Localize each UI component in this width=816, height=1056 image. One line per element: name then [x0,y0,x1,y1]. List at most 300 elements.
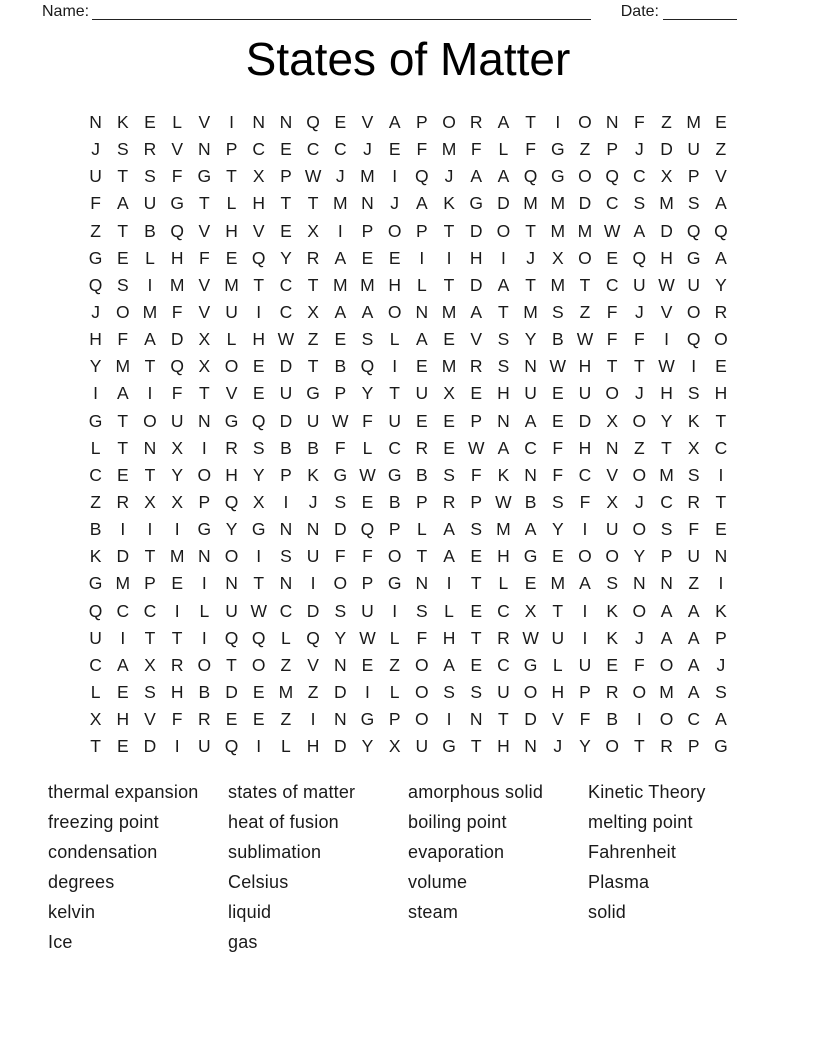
grid-letter: D [279,410,293,431]
grid-letter: M [115,356,131,377]
grid-letter: E [116,736,129,757]
grid-letter: X [252,492,265,513]
grid-letter: Q [686,220,701,241]
grid-letter: L [444,600,454,621]
grid-letter: X [198,356,211,377]
grid-letter: W [576,329,594,350]
grid-letter: T [525,112,536,133]
grid-letter: G [88,573,103,594]
grid-letter: H [252,329,266,350]
grid-letter: G [523,546,538,567]
grid-letter: A [660,600,673,621]
grid-letter: W [658,274,675,295]
grid-letter: M [523,193,538,214]
grid-letter: K [443,193,455,214]
grid-letter: M [686,112,701,133]
grid-letter: C [306,139,320,160]
grid-letter: E [551,546,564,567]
grid-letter: Q [224,627,239,648]
grid-letter: F [362,546,373,567]
grid-letter: R [116,492,130,513]
grid-letter: G [442,736,456,757]
grid-letter: T [633,356,645,377]
grid-letter: P [470,410,483,431]
grid-letter: T [144,627,156,648]
grid-letter: D [469,274,483,295]
grid-letter: E [416,356,428,377]
grid-letter: H [497,383,510,404]
word-list-item: states of matter [228,782,356,803]
grid-letter: A [416,329,428,350]
grid-letter: I [664,329,669,350]
grid-letter: O [415,654,429,675]
grid-letter: V [144,709,156,730]
grid-letter: E [606,654,618,675]
grid-letter: G [170,193,184,214]
grid-letter: H [578,437,592,458]
grid-letter: C [279,600,293,621]
grid-letter: J [716,654,726,675]
word-list-item: gas [228,931,258,952]
grid-letter: D [660,139,673,160]
grid-letter: F [171,166,183,187]
grid-letter: I [174,600,180,621]
grid-letter: F [552,437,564,458]
grid-letter: L [362,437,373,458]
grid-letter: Z [661,112,672,133]
grid-letter: H [252,193,266,214]
grid-letter: V [660,302,673,323]
grid-letter: T [117,410,129,431]
grid-letter: N [605,112,619,133]
grid-letter: A [116,193,129,214]
grid-letter: G [333,464,348,485]
grid-letter: E [334,112,347,133]
grid-letter: O [605,383,619,404]
grid-letter: E [225,247,238,268]
grid-letter: Y [280,247,292,268]
grid-letter: N [524,464,537,485]
grid-letter: P [334,383,347,404]
grid-letter: S [116,274,129,295]
grid-letter: I [201,437,207,458]
grid-letter: Q [224,736,239,757]
grid-letter: J [526,247,535,268]
grid-letter: H [497,546,510,567]
grid-letter: E [225,709,238,730]
grid-letter: X [171,492,183,513]
grid-letter: T [389,383,400,404]
grid-letter: J [335,166,345,187]
grid-letter: I [201,573,207,594]
grid-letter: O [251,654,266,675]
grid-letter: E [715,356,727,377]
word-list-item: kelvin [48,902,96,922]
grid-letter: Y [89,356,102,377]
grid-letter: J [444,166,454,187]
grid-letter: T [307,356,319,377]
grid-letter: S [633,193,646,214]
grid-letter: A [660,627,673,648]
grid-letter: T [661,437,672,458]
grid-letter: C [89,464,102,485]
grid-letter: I [120,519,126,540]
grid-letter: C [687,709,701,730]
grid-letter: E [470,600,483,621]
grid-letter: O [523,682,538,703]
grid-letter: E [116,247,129,268]
grid-letter: I [256,736,262,757]
grid-letter: A [687,654,700,675]
grid-letter: X [89,709,102,730]
grid-letter: U [388,410,401,431]
grid-letter: T [198,383,210,404]
grid-letter: Z [280,654,292,675]
grid-letter: J [634,627,644,648]
grid-letter: E [715,112,727,133]
grid-letter: P [198,492,211,513]
grid-letter: O [115,302,130,323]
grid-letter: Y [633,546,646,567]
grid-letter: N [333,654,347,675]
grid-letter: A [497,112,510,133]
grid-letter: Y [334,627,347,648]
grid-letter: K [715,600,727,621]
grid-letter: N [660,573,673,594]
grid-letter: Z [307,329,319,350]
grid-letter: Z [688,573,700,594]
grid-letter: D [660,220,673,241]
grid-letter: F [633,654,645,675]
grid-letter: D [578,410,592,431]
grid-letter: O [632,410,647,431]
grid-letter: T [117,220,129,241]
grid-letter: P [660,546,673,567]
grid-letter: U [225,302,238,323]
grid-letter: Q [251,247,266,268]
grid-letter: C [143,600,157,621]
grid-letter: N [333,709,347,730]
grid-letter: Z [307,682,319,703]
grid-letter: G [224,410,239,431]
grid-letter: U [306,410,320,431]
grid-letter: C [605,193,619,214]
grid-letter: E [606,247,618,268]
grid-letter: T [470,627,482,648]
grid-letter: M [550,573,566,594]
grid-letter: X [388,736,401,757]
grid-letter: W [332,410,349,431]
grid-letter: U [225,600,238,621]
grid-letter: R [198,709,211,730]
grid-letter: F [117,329,129,350]
grid-letter: O [632,600,647,621]
grid-letter: R [442,492,456,513]
grid-letter: B [144,220,156,241]
grid-letter: W [359,464,376,485]
grid-letter: F [633,329,645,350]
grid-letter: Q [306,627,320,648]
grid-letter: M [224,274,239,295]
grid-letter: F [362,410,373,431]
grid-letter: C [497,600,510,621]
grid-letter: D [279,356,293,377]
grid-letter: T [307,274,319,295]
grid-letter: N [524,356,537,377]
grid-letter: N [633,573,646,594]
grid-letter: E [252,383,265,404]
grid-letter: M [659,193,674,214]
grid-letter: D [116,546,130,567]
grid-letter: F [334,437,346,458]
grid-letter: E [116,682,129,703]
grid-letter: F [606,329,618,350]
grid-letter: J [634,383,644,404]
grid-letter: N [415,302,429,323]
grid-letter: J [308,492,318,513]
grid-letter: L [498,573,509,594]
grid-letter: T [253,573,265,594]
grid-letter: V [715,166,727,187]
word-list-column [588,778,768,957]
grid-letter: A [334,247,347,268]
grid-letter: Y [715,274,727,295]
grid-letter: O [387,220,402,241]
grid-letter: K [497,464,510,485]
grid-letter: O [632,464,647,485]
grid-letter: B [388,492,401,513]
grid-letter: W [250,600,267,621]
grid-letter: N [469,709,483,730]
grid-letter: R [687,492,701,513]
grid-letter: K [687,410,700,431]
grid-letter: A [144,329,156,350]
grid-letter: W [603,220,621,241]
grid-letter: C [633,166,646,187]
grid-letter: Z [389,654,400,675]
grid-letter: I [147,274,153,295]
grid-letter: K [116,112,129,133]
grid-letter: S [687,383,700,404]
grid-letter: U [551,627,565,648]
grid-letter: N [279,573,293,594]
grid-letter: A [116,654,129,675]
grid-letter: M [332,274,348,295]
grid-letter: Q [170,220,184,241]
grid-letter: S [280,546,292,567]
grid-letter: Z [579,302,591,323]
grid-letter: E [252,682,265,703]
grid-letter: E [470,546,483,567]
word-list-column [228,778,408,957]
grid-letter: I [93,383,99,404]
word-list-item: Ice [48,931,73,952]
grid-letter: N [198,139,211,160]
grid-letter: G [550,166,565,187]
grid-letter: U [497,682,510,703]
grid-letter: N [89,112,102,133]
grid-letter: F [171,709,183,730]
grid-letter: I [201,627,207,648]
grid-letter: O [197,654,212,675]
grid-letter: X [144,492,156,513]
grid-letter: E [361,492,374,513]
grid-letter: M [332,193,348,214]
grid-letter: I [283,492,289,513]
grid-letter: P [225,139,238,160]
grid-letter: R [170,654,184,675]
grid-letter: W [304,166,322,187]
grid-letter: T [525,220,536,241]
grid-letter: I [337,220,343,241]
grid-letter: F [171,302,183,323]
grid-letter: P [416,492,428,513]
grid-letter: B [89,519,102,540]
grid-letter: M [360,166,375,187]
grid-letter: V [225,383,238,404]
grid-letter: Q [632,247,647,268]
grid-letter: D [143,736,157,757]
word-list-item: heat of fusion [228,812,339,833]
grid-letter: F [688,519,700,540]
word-search-grid [82,109,816,760]
grid-letter: X [252,166,265,187]
grid-letter: Q [306,112,320,133]
grid-letter: B [198,682,211,703]
grid-letter: P [579,682,591,703]
word-list-item: evaporation [408,842,505,863]
grid-letter: D [578,193,592,214]
grid-letter: F [198,247,210,268]
grid-letter: U [578,383,592,404]
grid-letter: O [387,546,402,567]
date-label: Date: [620,3,659,20]
grid-letter: G [387,573,402,594]
grid-letter: N [714,546,728,567]
grid-letter: L [389,682,400,703]
grid-letter: M [550,220,566,241]
grid-letter: Q [88,274,103,295]
grid-letter: E [443,410,455,431]
grid-letter: F [579,709,591,730]
grid-letter: O [659,709,674,730]
grid-letter: S [497,356,510,377]
grid-letter: U [605,519,619,540]
grid-letter: M [550,274,566,295]
grid-letter: X [171,437,183,458]
grid-letter: S [334,492,347,513]
grid-letter: L [281,736,291,757]
grid-letter: O [605,546,619,567]
grid-letter: V [470,329,483,350]
grid-letter: F [416,139,428,160]
grid-letter: C [497,654,510,675]
grid-letter: I [718,464,724,485]
grid-letter: A [361,302,374,323]
grid-letter: H [469,247,483,268]
word-list-item: Fahrenheit [588,842,677,863]
grid-letter: E [252,356,265,377]
page-title: States of Matter [245,33,571,85]
grid-letter: S [416,600,428,621]
word-list-item: Celsius [228,872,289,893]
grid-letter: V [551,709,564,730]
grid-letter: A [715,247,727,268]
grid-letter: C [252,139,266,160]
grid-letter: C [279,302,293,323]
grid-letter: B [551,329,564,350]
grid-letter: X [660,166,673,187]
grid-letter: T [226,654,237,675]
grid-letter: S [687,193,700,214]
grid-letter: L [199,600,210,621]
grid-letter: Q [714,220,728,241]
grid-letter: W [522,627,539,648]
grid-letter: I [419,247,425,268]
grid-letter: I [256,302,262,323]
grid-letter: I [691,356,697,377]
grid-letter: H [225,220,238,241]
grid-letter: N [252,112,266,133]
grid-letter: V [361,112,374,133]
grid-letter: I [500,247,506,268]
word-list-item: amorphous solid [408,782,544,803]
grid-letter: I [582,600,588,621]
grid-letter: E [551,410,564,431]
grid-letter: A [715,709,727,730]
grid-letter: S [687,464,700,485]
grid-letter: S [470,519,483,540]
grid-letter: R [469,356,483,377]
grid-letter: Y [524,329,537,350]
grid-letter: M [550,193,566,214]
grid-letter: C [660,492,673,513]
grid-letter: P [606,139,618,160]
grid-letter: V [606,464,618,485]
grid-letter: Q [360,356,375,377]
grid-letter: L [145,247,155,268]
grid-letter: L [389,329,400,350]
grid-letter: T [144,356,156,377]
grid-letter: I [718,573,724,594]
grid-letter: G [88,410,103,431]
grid-letter: G [251,519,266,540]
grid-letter: L [226,193,237,214]
grid-letter: I [392,600,398,621]
grid-letter: P [416,112,428,133]
grid-letter: F [606,302,618,323]
grid-letter: Q [224,492,239,513]
grid-letter: Y [551,519,564,540]
grid-letter: H [116,709,130,730]
grid-letter: A [443,546,455,567]
grid-letter: H [497,736,510,757]
grid-letter: H [225,464,238,485]
grid-letter: A [497,437,510,458]
grid-letter: A [524,410,537,431]
grid-letter: T [171,627,183,648]
grid-letter: P [361,220,374,241]
grid-letter: I [582,627,588,648]
grid-letter: T [552,600,564,621]
grid-letter: O [387,302,402,323]
grid-letter: A [416,193,428,214]
grid-letter: A [470,166,483,187]
grid-letter: H [89,329,102,350]
grid-letter: O [415,709,429,730]
grid-letter: T [253,274,265,295]
grid-letter: P [416,220,428,241]
